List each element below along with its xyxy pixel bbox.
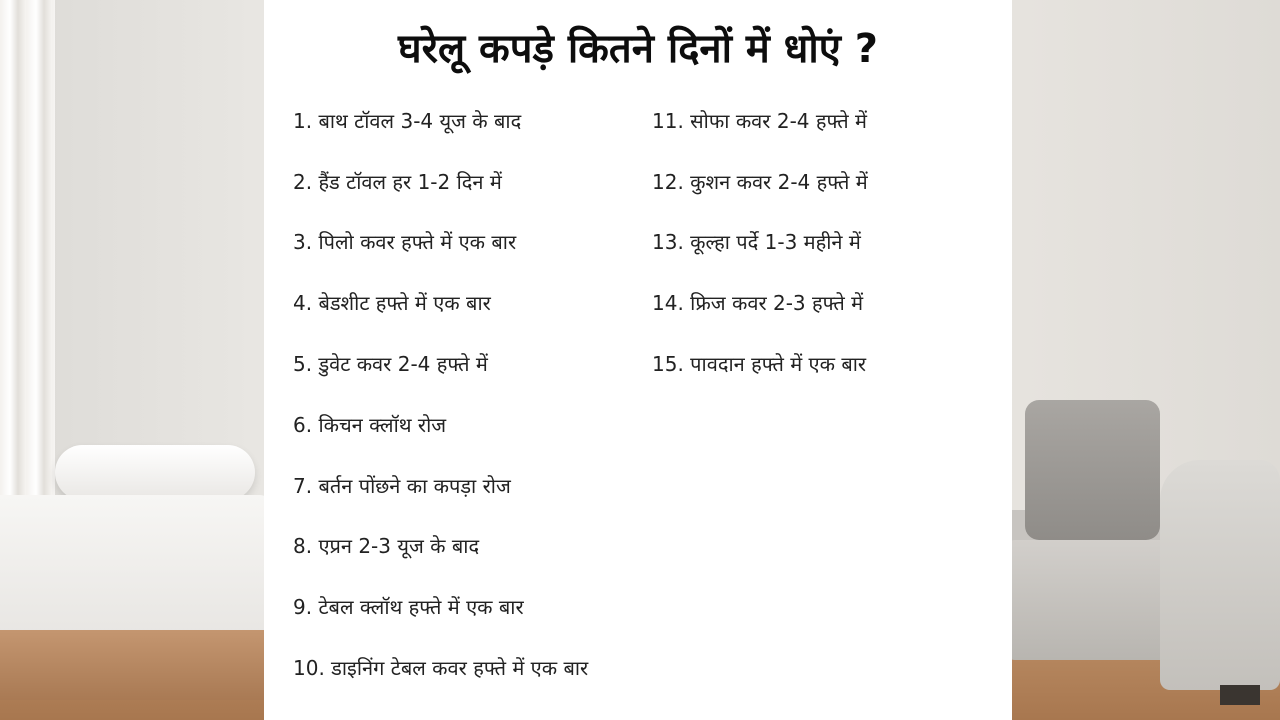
list-item: 6. किचन क्लॉथ रोज [293, 413, 447, 437]
list-item: 15. पावदान हफ्ते में एक बार [652, 352, 867, 376]
list-item: 3. पिलो कवर हफ्ते में एक बार [293, 230, 517, 254]
list-item: 1. बाथ टॉवल 3-4 यूज के बाद [293, 109, 522, 133]
sofa [1005, 400, 1280, 705]
bed [0, 490, 270, 720]
sofa-leg [1220, 685, 1260, 705]
list-item: 7. बर्तन पोंछने का कपड़ा रोज [293, 474, 511, 498]
list-item: 12. कुशन कवर 2-4 हफ्ते में [652, 170, 868, 194]
list-item: 8. एप्रन 2-3 यूज के बाद [293, 534, 480, 558]
info-card [264, 0, 1012, 720]
list-item: 4. बेडशीट हफ्ते में एक बार [293, 291, 491, 315]
list-item: 10. डाइनिंग टेबल कवर हफ्ते में एक बार [293, 656, 589, 680]
list-item: 9. टेबल क्लॉथ हफ्ते में एक बार [293, 595, 524, 619]
sofa-cushion [1025, 400, 1160, 540]
bed-frame [0, 630, 270, 700]
list-item: 11. सोफा कवर 2-4 हफ्ते में [652, 109, 867, 133]
bedsheet [0, 495, 270, 635]
list-item: 13. कूल्हा पर्दे 1-3 महीने में [652, 230, 861, 254]
list-item: 14. फ्रिज कवर 2-3 हफ्ते में [652, 291, 864, 315]
sofa-armrest [1160, 460, 1280, 690]
list-item: 5. डुवेट कवर 2-4 हफ्ते में [293, 352, 488, 376]
page-title: घरेलू कपड़े कितने दिनों में धोएं ? [398, 26, 878, 72]
curtain [0, 0, 55, 500]
list-item: 2. हैंड टॉवल हर 1-2 दिन में [293, 170, 502, 194]
pillow [55, 445, 255, 500]
